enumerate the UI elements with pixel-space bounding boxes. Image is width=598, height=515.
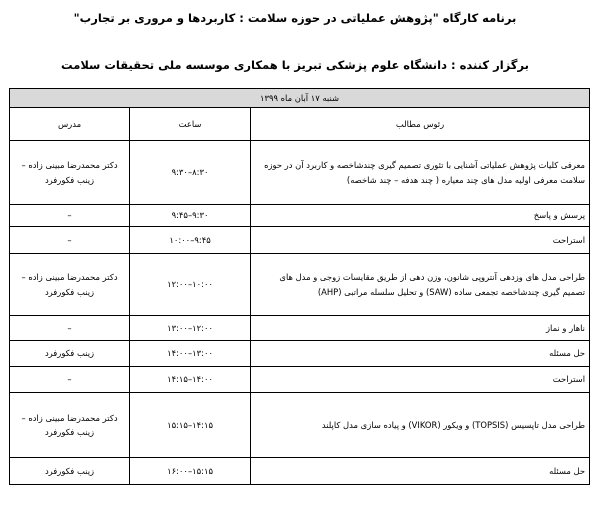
header-teacher: مدرس — [10, 108, 130, 141]
table-row — [10, 227, 590, 254]
topic-cell: پرسش و پاسخ — [251, 205, 590, 227]
time-cell: ۹:۴۵–۱۰:۰۰ — [130, 227, 251, 254]
topic-cell: ناهار و نماز — [251, 316, 590, 341]
organizer-line: برگزار کننده : دانشگاه علوم پزشکی تبریز با همکاری موسسه ملی تحقیقات سلامت — [61, 58, 529, 72]
time-cell: ۱۲:۰۰–۱۳:۰۰ — [130, 316, 251, 341]
time-cell: ۸:۳۰–۹:۳۰ — [130, 141, 251, 205]
table-row — [10, 458, 590, 485]
table-row — [10, 141, 590, 205]
date-row — [10, 89, 590, 108]
date-cell: شنبه ۱۷ آبان ماه ۱۳۹۹ — [10, 89, 590, 108]
teacher-cell: – — [10, 227, 130, 254]
time-cell: ۹:۳۰–۹:۴۵ — [130, 205, 251, 227]
table-row — [10, 316, 590, 341]
topic-cell: استراحت — [251, 227, 590, 254]
time-cell: ۱۴:۰۰–۱۴:۱۵ — [130, 367, 251, 393]
topic-cell: معرفی کلیات پژوهش عملیاتی آشنایی با تئوری تصمیم گیری چندشاخصه و کاربرد آن در حوزه سلامت معرفی اولیه مدل های چند معیاره ( چند هدفه – چند شاخصه) — [251, 141, 590, 205]
table-row — [10, 367, 590, 393]
table-row — [10, 205, 590, 227]
time-cell: ۱۵:۱۵–۱۶:۰۰ — [130, 458, 251, 485]
topic-cell: طراحی مدل تاپسیس (TOPSIS) و ویکور (VIKOR) و پیاده سازی مدل کاپلند — [251, 393, 590, 458]
teacher-cell: – — [10, 367, 130, 393]
teacher-cell: دکتر محمدرضا مبینی زاده – زینب فکورفرد — [10, 254, 130, 316]
teacher-cell: زینب فکورفرد — [10, 341, 130, 367]
teacher-cell: زینب فکورفرد — [10, 458, 130, 485]
header-topic: رئوس مطالب — [251, 108, 590, 141]
teacher-cell: دکتر محمدرضا مبینی زاده – زینب فکورفرد — [10, 393, 130, 458]
topic-cell: حل مسئله — [251, 341, 590, 367]
topic-cell: طراحی مدل های وزدهی آنتروپی شانون، وزن دهی از طریق مقایسات زوجی و مدل های تصمیم گیری چندشاخصه تجمعی ساده (SAW) و تحلیل سلسله مراتبی (AHP) — [251, 254, 590, 316]
teacher-cell: – — [10, 316, 130, 341]
table-row — [10, 393, 590, 458]
schedule-table — [9, 88, 590, 485]
workshop-title: برنامه کارگاه "پژوهش عملیاتی در حوزه سلامت : کاربردها و مروری بر تجارب" — [73, 11, 517, 25]
table-row — [10, 341, 590, 367]
time-cell: ۱۴:۱۵–۱۵:۱۵ — [130, 393, 251, 458]
header-row — [10, 108, 590, 141]
teacher-cell: – — [10, 205, 130, 227]
header-time: ساعت — [130, 108, 251, 141]
time-cell: ۱۰:۰۰–۱۲:۰۰ — [130, 254, 251, 316]
topic-cell: حل مسئله — [251, 458, 590, 485]
topic-cell: استراحت — [251, 367, 590, 393]
table-row — [10, 254, 590, 316]
time-cell: ۱۳:۰۰–۱۴:۰۰ — [130, 341, 251, 367]
teacher-cell: دکتر محمدرضا مبینی زاده – زینب فکورفرد — [10, 141, 130, 205]
